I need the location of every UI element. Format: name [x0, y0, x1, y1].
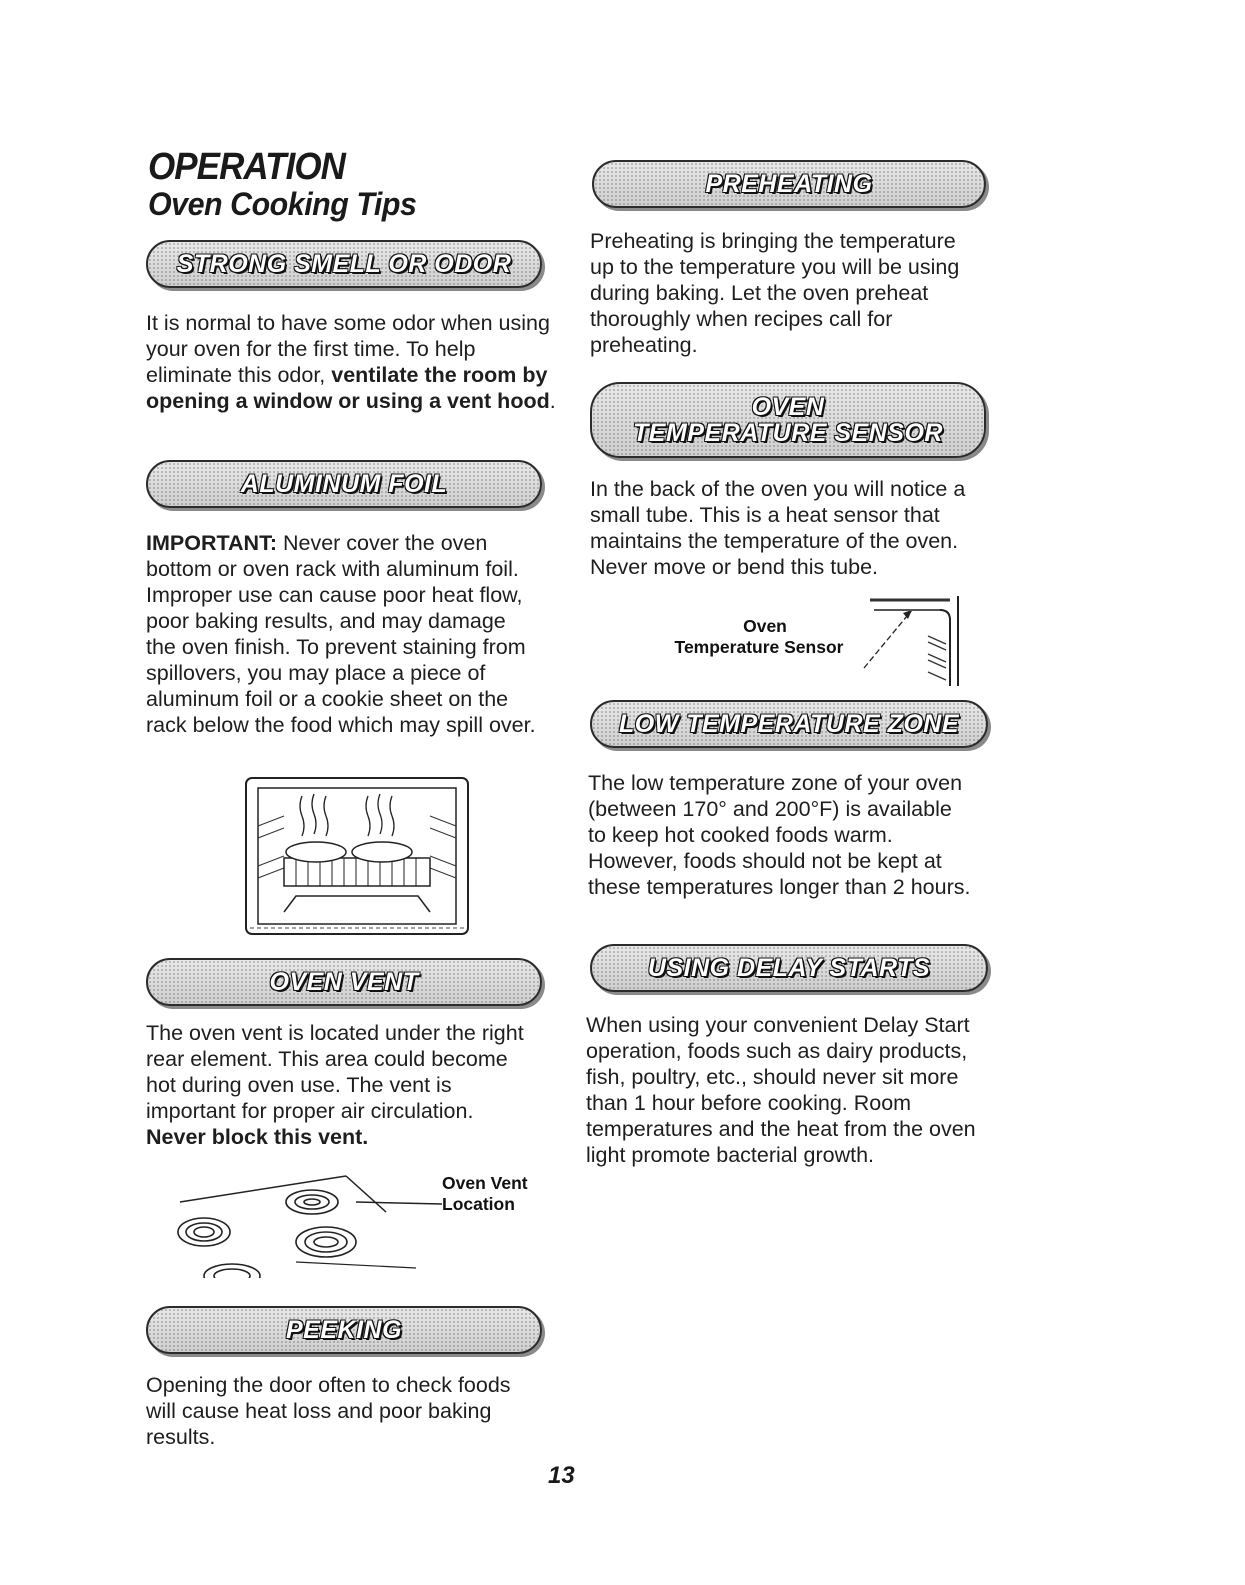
banner-temperature-sensor-title: [633, 394, 943, 447]
strong-smell-end: .: [549, 389, 556, 413]
banner-low-temperature-zone-title: LOW TEMPERATURE ZONE: [618, 709, 960, 738]
banner-preheating: [592, 160, 986, 208]
banner-temperature-sensor: [590, 382, 986, 458]
banner-strong-smell-title: STRONG SMELL OR ODOR: [176, 249, 512, 278]
page-number: 13: [548, 1462, 575, 1489]
banner-peeking: [146, 1306, 542, 1354]
banner-delay-starts: [590, 944, 988, 992]
temperature-sensor-label: [656, 616, 862, 658]
oven-vent-label-line2: Location: [442, 1194, 515, 1214]
section-heading: OPERATION: [148, 146, 345, 188]
banner-oven-vent-title: OVEN VENT: [269, 967, 419, 996]
temperature-sensor-label-line2: Temperature Sensor: [674, 637, 844, 657]
temperature-sensor-paragraph: In the back of the oven you will notice a small tube. This is a heat sensor that maintains the temperature of the oven. Never move or bend this tube.: [590, 477, 966, 579]
aluminum-foil-bold: IMPORTANT:: [146, 531, 277, 555]
aluminum-foil-paragraph: [146, 530, 541, 738]
banner-aluminum-foil-title: ALUMINUM FOIL: [240, 469, 448, 498]
low-temperature-zone-paragraph: The low temperature zone of your oven (between 170° and 200°F) is available to keep hot cooked foods warm. However, foods should not be kept at these temperatures longer than 2 hours.: [588, 771, 971, 899]
page-subtitle: Oven Cooking Tips: [148, 186, 417, 222]
banner-peeking-title: PEEKING: [285, 1315, 403, 1344]
strong-smell-bold: ventilate the room by opening a window or using a vent hood: [146, 363, 550, 413]
banner-low-temperature-zone: [590, 700, 988, 748]
banner-preheating-title: PREHEATING: [705, 169, 873, 198]
oven-vent-bold: Never block this vent.: [146, 1125, 369, 1149]
temperature-sensor-label-line1: Oven: [743, 616, 787, 636]
oven-interior-illustration: [244, 776, 470, 936]
oven-vent-text: The oven vent is located under the right rear element. This area could become hot during oven use. The vent is important for proper air circulation.: [146, 1021, 524, 1123]
banner-aluminum-foil: [146, 460, 542, 508]
strong-smell-paragraph: [146, 310, 556, 414]
banner-oven-vent: [146, 958, 542, 1006]
temperature-sensor-title-line2: TEMPERATURE SENSOR: [633, 419, 943, 447]
delay-starts-paragraph: When using your convenient Delay Start operation, foods such as dairy products, fish, poultry, etc., should never sit more than 1 hour before cooking. Room temperatures and the heat from the oven light promote bacterial growth.: [586, 1013, 976, 1167]
peeking-paragraph: Opening the door often to check foods will cause heat loss and poor baking results.: [146, 1373, 511, 1449]
preheating-paragraph: Preheating is bringing the temperature up to the temperature you will be using during baking. Let the oven preheat thoroughly when recipes call for preheating.: [590, 229, 960, 357]
temperature-sensor-title-line1: OVEN: [751, 392, 825, 421]
cooktop-vent-illustration: [176, 1172, 456, 1278]
strong-smell-text: It is normal to have some odor when using your oven for the first time. To help eliminate this odor,: [146, 311, 550, 387]
oven-vent-label-line1: Oven Vent: [442, 1173, 528, 1193]
banner-delay-starts-title: USING DELAY STARTS: [647, 953, 931, 982]
aluminum-foil-text: Never cover the oven bottom or oven rack with aluminum foil. Improper use can cause poor heat flow, poor baking results, and may damage the oven finish. To prevent staining from spillovers, you may place a piece of aluminum foil or a cookie sheet on the rack below the food which may spill over.: [146, 531, 536, 737]
oven-vent-paragraph: [146, 1020, 526, 1150]
oven-vent-location-label: [442, 1173, 528, 1215]
temperature-sensor-illustration: [860, 592, 964, 688]
banner-strong-smell: [146, 240, 542, 288]
